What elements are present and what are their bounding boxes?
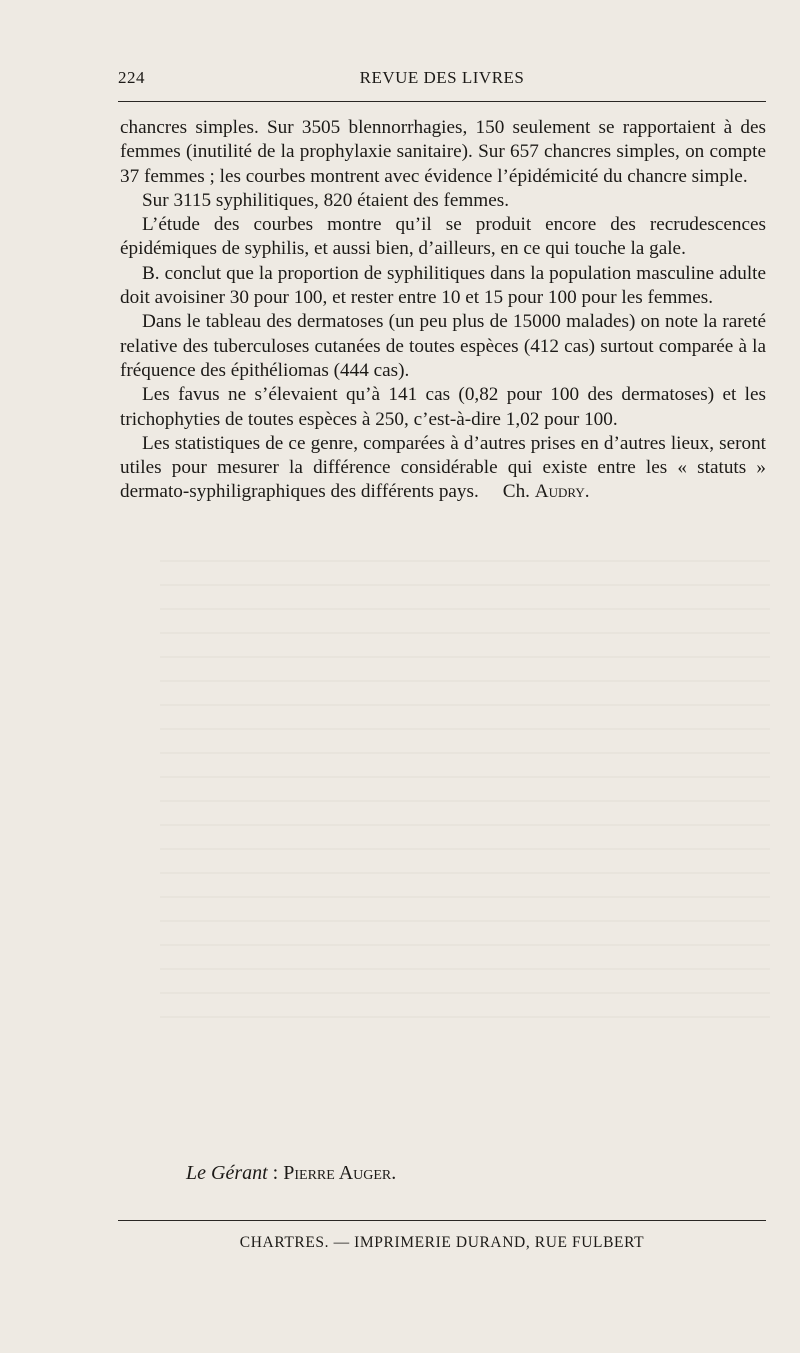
- paragraph: Les favus ne s’élevaient qu’à 141 cas (0,82 pour 100 des dermatoses) et les trichophyties de toutes espèces à 250, c’est-à-dire 1,02 pour 100.: [120, 384, 766, 430]
- paragraph: Dans le tableau des dermatoses (un peu plus de 15000 malades) on note la rareté relative des tuberculoses cutanées de toutes espèces (412 cas) surtout comparée à la fréquence des épithéliomas (444 cas).: [120, 311, 766, 381]
- author-signature: [503, 481, 590, 502]
- paragraph: chancres simples. Sur 3505 blennorrhagies, 150 seulement se rapportaient à des femmes (inutilité de la prophylaxie sanitaire). Sur 657 chancres simples, on compte 37 femmes ; les courbes montrent avec évidence l’épidémicité du chancre simple.: [120, 117, 766, 187]
- page-header: [118, 68, 766, 94]
- gerant-colon: :: [267, 1162, 284, 1184]
- gerant-line: [186, 1162, 396, 1185]
- paragraph-last: [120, 432, 766, 505]
- paragraph: B. conclut que la proportion de syphilitiques dans la population masculine adulte doit avoisiner 30 pour 100, et rester entre 10 et 15 pour 100 pour les femmes.: [120, 262, 766, 309]
- signature-prefix: Ch.: [502, 481, 530, 503]
- paragraph: L’étude des courbes montre qu’il se produit encore des recrudescences épidémiques de syphilis, et aussi bien, d’ailleurs, en ce qui touche la gale.: [120, 214, 766, 260]
- printer-imprint: CHARTRES. — IMPRIMERIE DURAND, RUE FULBERT: [239, 1234, 645, 1251]
- header-rule: [118, 101, 766, 102]
- review-body: [120, 116, 766, 505]
- page-number: 224: [118, 68, 145, 87]
- running-title: REVUE DES LIVRES: [359, 68, 525, 87]
- gerant-name: Pierre Auger.: [283, 1162, 397, 1184]
- paragraph-text: Les statistiques de ce genre, comparées à d’autres prises en d’autres lieux, seront utiles pour mesurer la différence considérable qui existe entre les « statuts » dermato-syphiligraphiques des différents pays.: [120, 432, 766, 503]
- gerant-label: Le Gérant: [186, 1162, 268, 1184]
- footer-rule: [118, 1220, 766, 1221]
- signature-name: Audry.: [534, 481, 590, 503]
- paragraph: Sur 3115 syphilitiques, 820 étaient des femmes.: [142, 189, 509, 211]
- bleed-through-texture: [160, 560, 770, 1040]
